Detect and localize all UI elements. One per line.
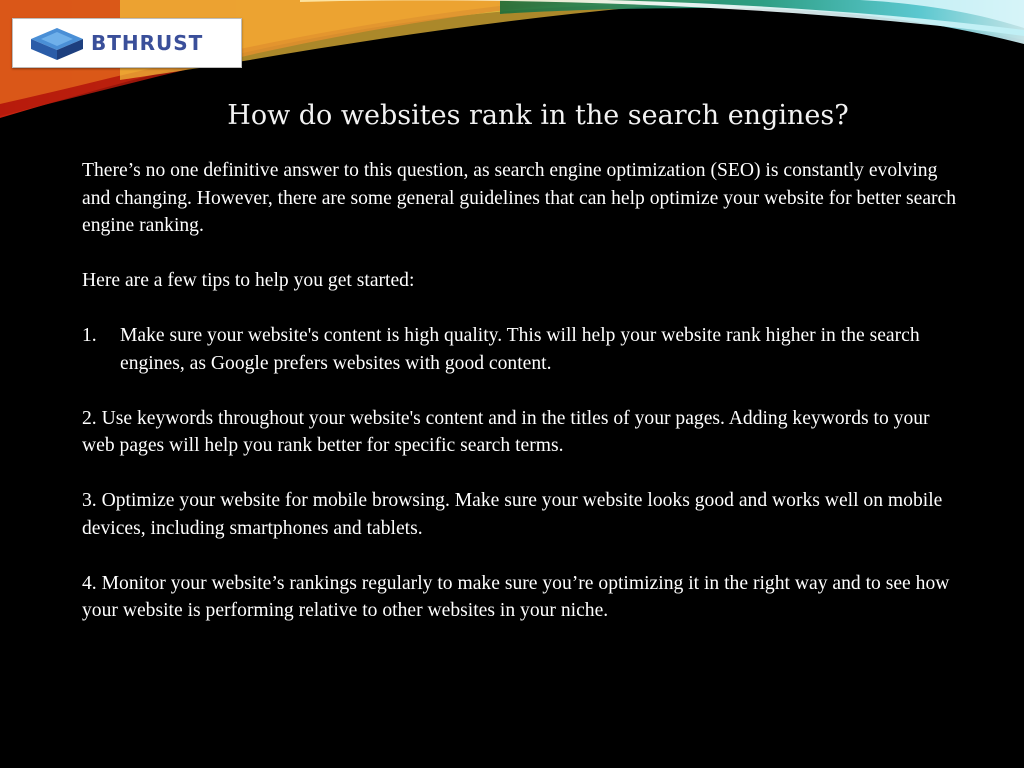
spacer — [82, 377, 962, 405]
spacer — [82, 460, 962, 488]
brand-logo — [12, 18, 242, 68]
slide-title: How do websites rank in the search engines? — [227, 100, 849, 131]
spacer — [82, 295, 962, 323]
intro-paragraph: There’s no one definitive answer to this question, as search engine optimization (SEO) is constantly evolving and changing. However, there are some general guidelines that can help optimize your website for better search engine ranking. — [82, 160, 957, 236]
tip-1-text: Make sure your website's content is high quality. This will help your website rank higher in the search engines, as Google prefers websites with good content. — [120, 325, 920, 374]
lead-paragraph: Here are a few tips to help you get started: — [82, 270, 415, 291]
tip-1 — [82, 322, 962, 377]
slide-body — [82, 157, 962, 625]
tip-4: 4. Monitor your website’s rankings regularly to make sure you’re optimizing it in the right way and to see how your website is performing relative to other websites in your niche. — [82, 572, 950, 621]
tip-1-number: 1. — [82, 325, 97, 346]
logo-cube-icon — [29, 26, 85, 62]
tip-2: 2. Use keywords throughout your website's content and in the titles of your pages. Adding keywords to your web pages will help you rank better for specific search terms. — [82, 407, 930, 456]
brand-name: BTHRUST — [91, 31, 204, 55]
tip-3: 3. Optimize your website for mobile browsing. Make sure your website looks good and works well on mobile devices, including smartphones and tablets. — [82, 490, 943, 539]
spacer — [82, 240, 962, 268]
spacer — [82, 542, 962, 570]
